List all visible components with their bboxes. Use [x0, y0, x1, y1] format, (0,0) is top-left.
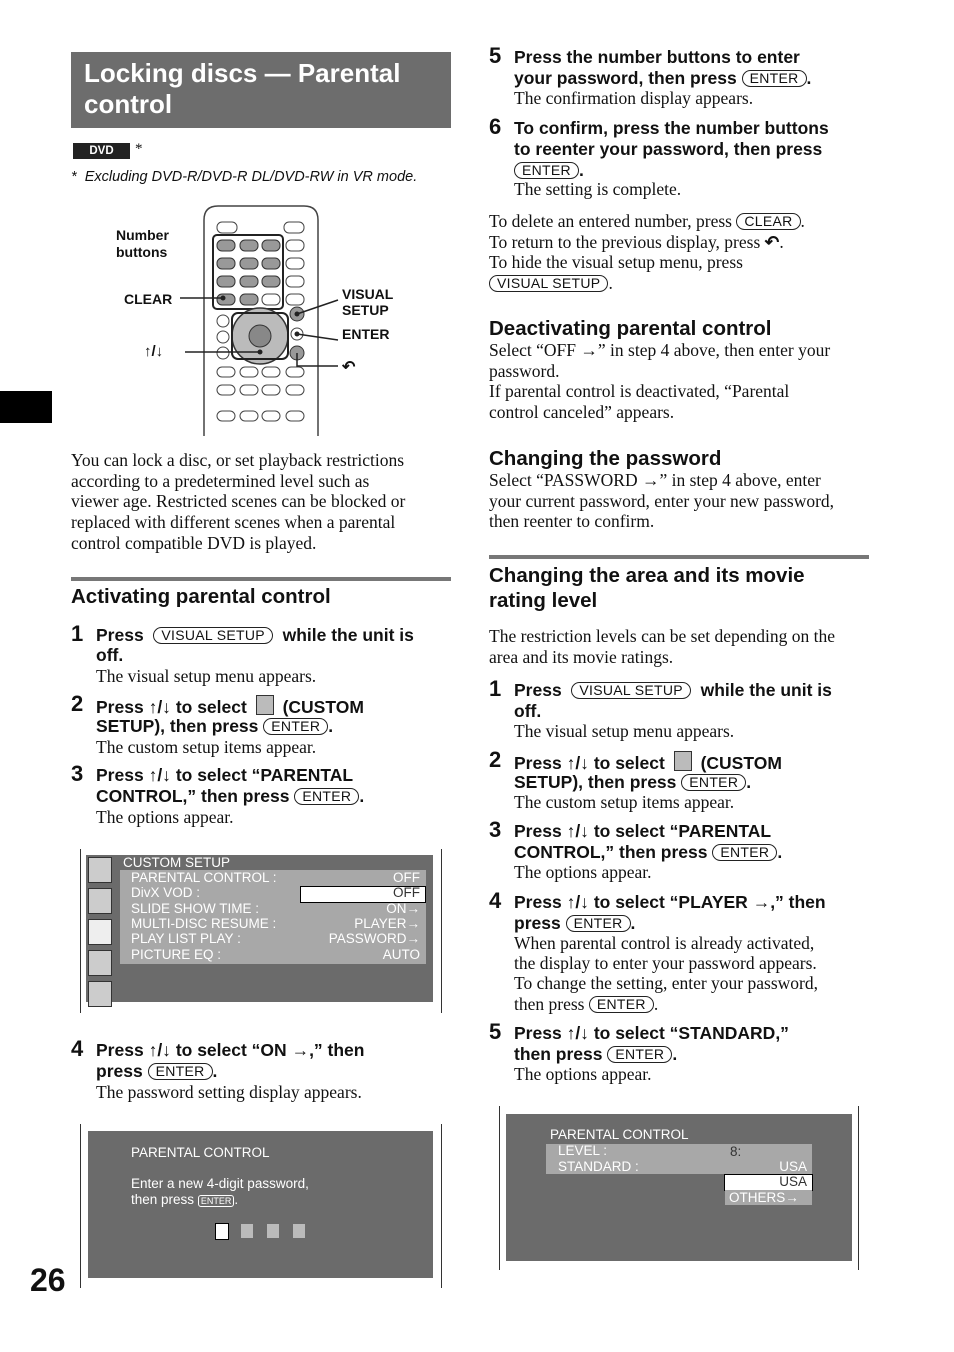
- screen2-title: PARENTAL CONTROL: [131, 1145, 270, 1160]
- screen1-row-5-label: PICTURE EQ :: [131, 947, 222, 962]
- screen1-row-3-label: MULTI-DISC RESUME :: [131, 916, 277, 931]
- page-title: Locking discs — Parental control: [84, 58, 401, 119]
- screen3-option-others: OTHERS→: [729, 1190, 799, 1205]
- screen3-title: PARENTAL CONTROL: [550, 1127, 689, 1142]
- heading-activating: Activating parental control: [71, 585, 331, 608]
- heading-deactivating: Deactivating parental control: [489, 317, 772, 340]
- section-rule: [71, 577, 451, 581]
- changing-password-text: Select “PASSWORD →” in step 4 above, enter your current password, enter your new password, then reenter to confirm.: [489, 470, 835, 532]
- password-digit-1: [215, 1223, 229, 1240]
- asterisk: *: [135, 141, 143, 157]
- screen1-row-1-label: DivX VOD :: [131, 885, 201, 900]
- custom-setup-icon: [256, 695, 274, 715]
- label-visual-setup: VISUAL SETUP: [342, 286, 394, 318]
- thumb-tab: [0, 391, 52, 423]
- password-digit-2: [241, 1224, 253, 1238]
- area-intro: The restriction levels can be set depending on the area and its movie ratings.: [489, 626, 835, 667]
- screen1-row-3-value: PLAYER→: [354, 916, 420, 931]
- label-updown: ↑/↓: [144, 343, 164, 360]
- deactivating-text: Select “OFF →” in step 4 above, then enter your password. If parental control is deactivated, “Parental control canceled” appears.: [489, 340, 831, 423]
- screen3-standard-value: USA: [779, 1159, 807, 1174]
- heading-area-rating: Changing the area and its movie rating level: [489, 564, 805, 612]
- footnote: * Excluding DVD-R/DVD-R DL/DVD-RW in VR mode.: [71, 169, 418, 185]
- screen1-title: CUSTOM SETUP: [123, 855, 231, 870]
- screen1-row-5-value: AUTO: [382, 947, 420, 962]
- screen1-row-2-value: ON→: [386, 901, 420, 916]
- intro-paragraph: You can lock a disc, or set playback restrictions according to a predetermined level such as viewer age. Restricted scenes can be blocked or replaced with different scenes when a parental control compatible DVD is played.: [71, 450, 406, 553]
- screen3-level-value: 8:: [730, 1144, 742, 1159]
- password-screen: [88, 1131, 433, 1278]
- screen-icon-column: [88, 857, 112, 1000]
- page-number: 26: [30, 1262, 66, 1298]
- visual-setup-key: VISUAL SETUP: [153, 627, 272, 644]
- tips: To delete an entered number, press CLEAR . To return to the previous display, press ↶. To hide the visual setup menu, press VISUAL SETUP .: [489, 211, 805, 294]
- screen1-row-0-value: OFF: [393, 870, 420, 885]
- screen1-row-2-label: SLIDE SHOW TIME :: [131, 901, 260, 916]
- custom-setup-icon: [674, 751, 692, 771]
- screen2-line2: then press ENTER .: [131, 1192, 239, 1207]
- label-enter: ENTER: [342, 326, 390, 342]
- screen1-row-1-value: OFF: [393, 885, 420, 900]
- label-number-buttons: Number buttons: [116, 227, 169, 260]
- dvd-badge: DVD: [73, 143, 130, 159]
- screen1-row-4-label: PLAY LIST PLAY :: [131, 931, 241, 946]
- rating-level-screen: [506, 1114, 852, 1261]
- label-back: ↶: [342, 359, 356, 376]
- screen3-standard-label: STANDARD :: [558, 1159, 639, 1174]
- screen3-level-label: LEVEL :: [558, 1143, 608, 1158]
- password-digit-4: [293, 1224, 305, 1238]
- heading-changing-password: Changing the password: [489, 447, 722, 470]
- section-rule-2: [489, 555, 869, 559]
- screen2-line1: Enter a new 4-digit password,: [131, 1176, 309, 1191]
- screen1-row-0-label: PARENTAL CONTROL :: [131, 870, 277, 885]
- screen1-row-4-value: PASSWORD→: [328, 931, 420, 946]
- label-clear: CLEAR: [124, 291, 173, 307]
- password-digit-3: [267, 1224, 279, 1238]
- custom-setup-screen: [86, 855, 433, 1002]
- screen3-option-usa: USA: [779, 1174, 807, 1189]
